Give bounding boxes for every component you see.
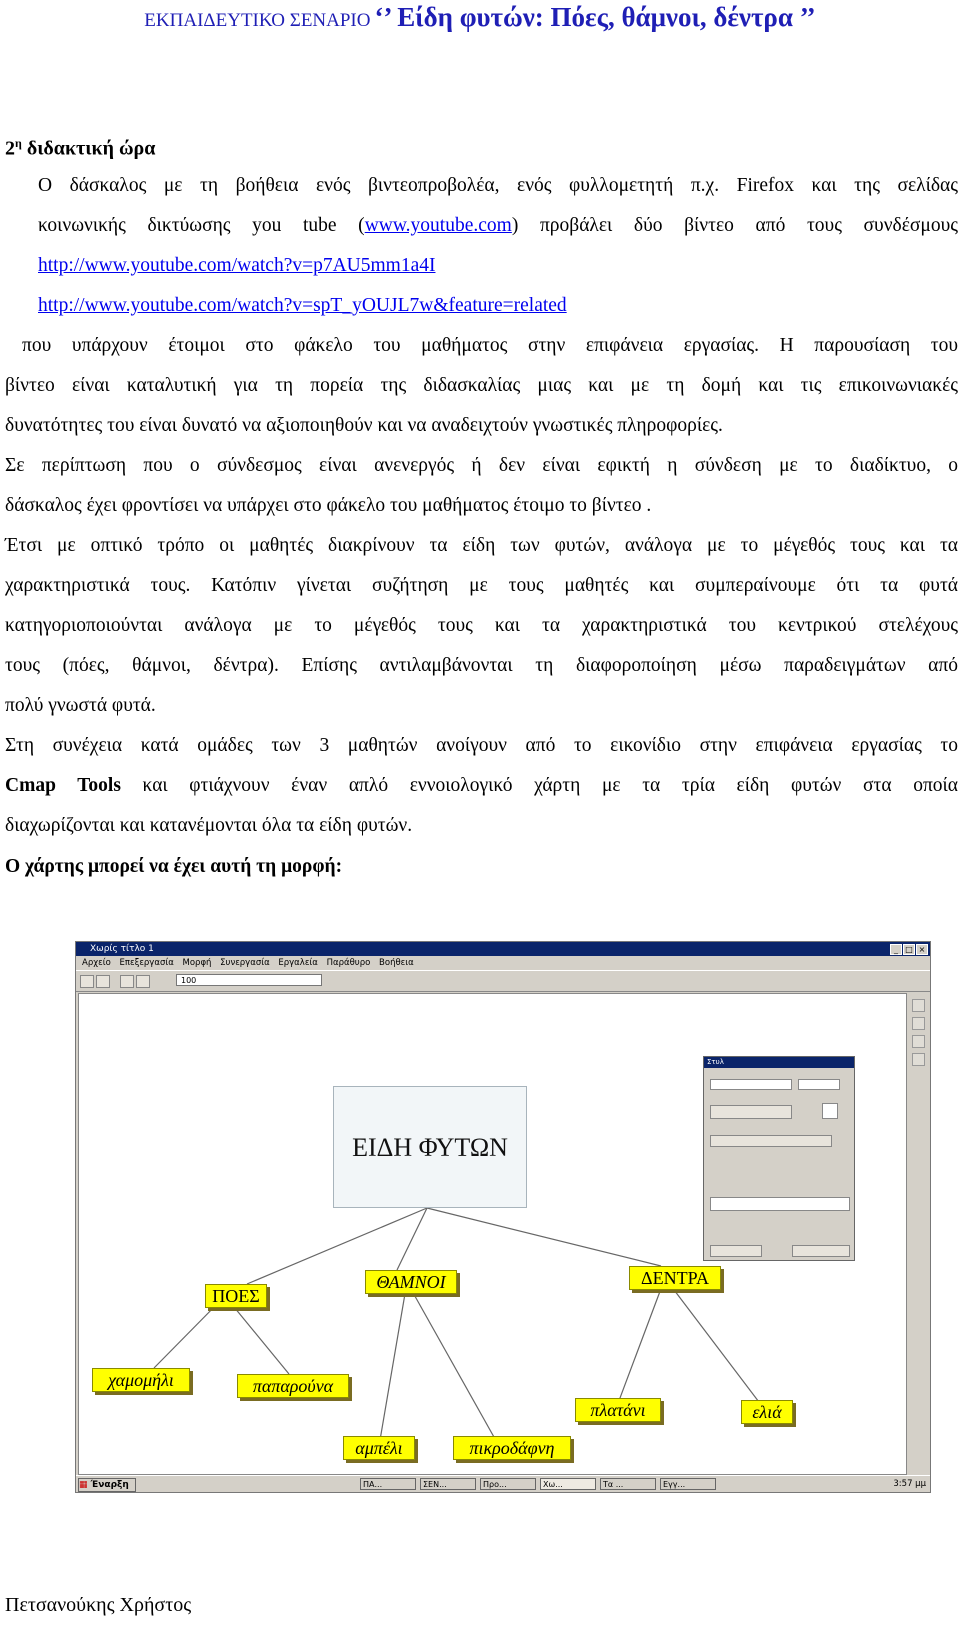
style-dialog — [703, 1056, 855, 1261]
concept-ampeli[interactable]: αμπέλι — [343, 1436, 415, 1460]
text-fragment: κοινωνικής δικτύωσης you tube ( — [38, 215, 365, 236]
window-title: Χωρίς τίτλο 1 — [90, 944, 154, 954]
taskbar-clock: 3:57 μμ — [893, 1479, 926, 1489]
paragraph-line: Ο δάσκαλος με τη βοήθεια ενός βιντεοπροβολέα, ενός φυλλομετητή π.χ. Firefox και της σελίδας — [38, 175, 958, 196]
tool-icon[interactable] — [912, 999, 925, 1012]
task-button[interactable]: Εγγ... — [660, 1478, 716, 1490]
page-header — [0, 2, 960, 33]
start-label: Έναρξη — [90, 1480, 129, 1490]
windows-icon: ▦ — [79, 1480, 88, 1490]
window-titlebar — [76, 942, 930, 956]
concept-elia[interactable]: ελιά — [741, 1400, 793, 1424]
menu-item[interactable]: Βοήθεια — [379, 958, 414, 968]
figure-caption: Ο χάρτης μπορεί να έχει αυτή τη μορφή: — [5, 856, 343, 877]
concept-platani[interactable]: πλατάνι — [575, 1398, 661, 1422]
menu-item[interactable]: Συνεργασία — [220, 958, 270, 968]
concept-chamomili[interactable]: χαμομήλι — [92, 1368, 190, 1392]
dialog-title: Στυλ — [704, 1057, 854, 1068]
zoom-field[interactable]: 100 — [176, 974, 322, 986]
format-buttons[interactable] — [710, 1105, 792, 1119]
menu-item[interactable]: Παράθυρο — [326, 958, 371, 968]
alignment-buttons[interactable] — [710, 1135, 832, 1147]
concept-thamnoi[interactable]: ΘΑΜΝΟΙ — [365, 1270, 457, 1294]
task-button[interactable]: Τα ... — [600, 1478, 656, 1490]
tool-icon[interactable] — [912, 1053, 925, 1066]
dialog-button-left[interactable] — [710, 1245, 762, 1257]
tool-icon[interactable] — [912, 1035, 925, 1048]
toolbar — [76, 970, 930, 992]
menu-item[interactable]: Εργαλεία — [278, 958, 318, 968]
author-footer: Πετσανούκης Χρήστος — [5, 1594, 192, 1616]
task-button[interactable]: ΠΑ... — [360, 1478, 416, 1490]
paragraph-line: τους (πόες, θάμνοι, δέντρα). Επίσης αντιλαμβάνονται τη διαφοροποίηση μέσω παραδειγμάτων από — [5, 655, 958, 676]
task-button-active[interactable]: Χω... — [540, 1478, 596, 1490]
cmap-screenshot — [75, 941, 931, 1493]
dialog-button-right[interactable] — [792, 1245, 850, 1257]
text-fragment: ) προβάλει δύο βίντεο από τους συνδέσμους — [511, 215, 958, 236]
youtube-link[interactable]: www.youtube.com — [364, 215, 512, 236]
paragraph-line: Στη συνέχεια κατά ομάδες των 3 μαθητών ανοίγουν από το εικονίδιο στην επιφάνεια εργασίας το — [5, 735, 958, 756]
concept-paparouna[interactable]: παπαρούνα — [237, 1374, 349, 1398]
lesson-number: 2 — [5, 137, 15, 160]
concept-dentra[interactable]: ΔΕΝΤΡΑ — [629, 1266, 721, 1290]
save-icon[interactable] — [136, 975, 150, 988]
video-link-1[interactable]: http://www.youtube.com/watch?v=p7AU5mm1a4I — [38, 255, 436, 276]
taskbar — [76, 1475, 930, 1493]
maximize-icon[interactable]: □ — [903, 944, 915, 955]
paragraph-line: βίντεο είναι καταλυτική για τη πορεία της διδασκαλίας μιας και με τη δομή και τις επικοινωνιακές — [5, 375, 958, 396]
color-swatch[interactable] — [822, 1103, 838, 1119]
header-title: ‘’ Είδη φυτών: Πόες, θάμνοι, δέντρα ’’ — [374, 2, 816, 32]
header-prefix: ΕΚΠΑΙΔΕΥΤΙΚΟ ΣΕΝΑΡΙΟ — [144, 10, 371, 31]
cmap-tools-name: Cmap Tools — [5, 775, 121, 796]
menu-item[interactable]: Μορφή — [182, 958, 212, 968]
menu-item[interactable]: Επεξεργασία — [119, 958, 174, 968]
lesson-heading — [5, 136, 155, 161]
open-icon[interactable] — [120, 975, 134, 988]
concept-poes[interactable]: ΠΟΕΣ — [205, 1284, 267, 1308]
text-fragment: και φτιάχνουν έναν απλό εννοιολογικό χάρτη με τα τρία είδη φυτών στα οποία — [120, 775, 958, 796]
start-button[interactable] — [78, 1478, 136, 1492]
paragraph-line: που υπάρχουν έτοιμοι στο φάκελο του μαθήματος στην επιφάνεια εργασίας. Η παρουσίαση του — [22, 335, 958, 356]
back-icon[interactable] — [80, 975, 94, 988]
tool-icon[interactable] — [912, 1017, 925, 1030]
paragraph-line: Έτσι με οπτικό τρόπο οι μαθητές διακρίνουν τα είδη των φυτών, ανάλογα με το μέγεθός τους και τα — [5, 535, 958, 556]
paragraph-line: δάσκαλος έχει φροντίσει να υπάρχει στο φάκελο του μαθήματος έτοιμο το βίντεο . — [5, 495, 652, 516]
paragraph-line: χαρακτηριστικά τους. Κατόπιν γίνεται συζήτηση με τους μαθητές και συμπεραίνουμε ότι τα φυτά — [5, 575, 958, 596]
paragraph-line: Σε περίπτωση που ο σύνδεσμος είναι ανενεργός ή δεν είναι εφικτή η σύνδεση με το διαδίκτυο, ο — [5, 455, 958, 476]
paragraph-line: κατηγοριοποιούνται ανάλογα με το μέγεθός τους και τα χαρακτηριστικά του κεντρικού στελέχους — [5, 615, 958, 636]
menu-bar — [76, 956, 930, 970]
menu-item[interactable]: Αρχείο — [82, 958, 111, 968]
close-icon[interactable]: × — [916, 944, 928, 955]
concept-pikrodafni[interactable]: πικροδάφνη — [453, 1436, 571, 1460]
font-select[interactable] — [710, 1079, 792, 1090]
root-concept[interactable]: ΕΙΔΗ ΦΥΤΩΝ — [333, 1086, 527, 1208]
map-canvas[interactable] — [78, 993, 907, 1475]
dialog-field[interactable] — [710, 1197, 850, 1211]
paragraph-line: διαχωρίζονται και κατανέμονται όλα τα είδη φυτών. — [5, 815, 413, 836]
paragraph-line: δυνατότητες του είναι δυνατό να αξιοποιηθούν και να αναδειχτούν γνωστικές πληροφορίες. — [5, 415, 723, 436]
task-button[interactable]: Προ... — [480, 1478, 536, 1490]
size-select[interactable] — [798, 1079, 840, 1090]
forward-icon[interactable] — [96, 975, 110, 988]
paragraph-line — [38, 206, 958, 246]
paragraph-line — [5, 766, 958, 806]
right-toolbar — [907, 993, 929, 1473]
lesson-superscript: η — [15, 136, 22, 150]
minimize-icon[interactable]: _ — [890, 944, 902, 955]
task-button[interactable]: ΣΕΝ... — [420, 1478, 476, 1490]
lesson-label: διδακτική ώρα — [21, 137, 156, 160]
paragraph-line: πολύ γνωστά φυτά. — [5, 695, 156, 716]
video-link-2[interactable]: http://www.youtube.com/watch?v=spT_yOUJL7w&feature=related — [38, 295, 567, 316]
